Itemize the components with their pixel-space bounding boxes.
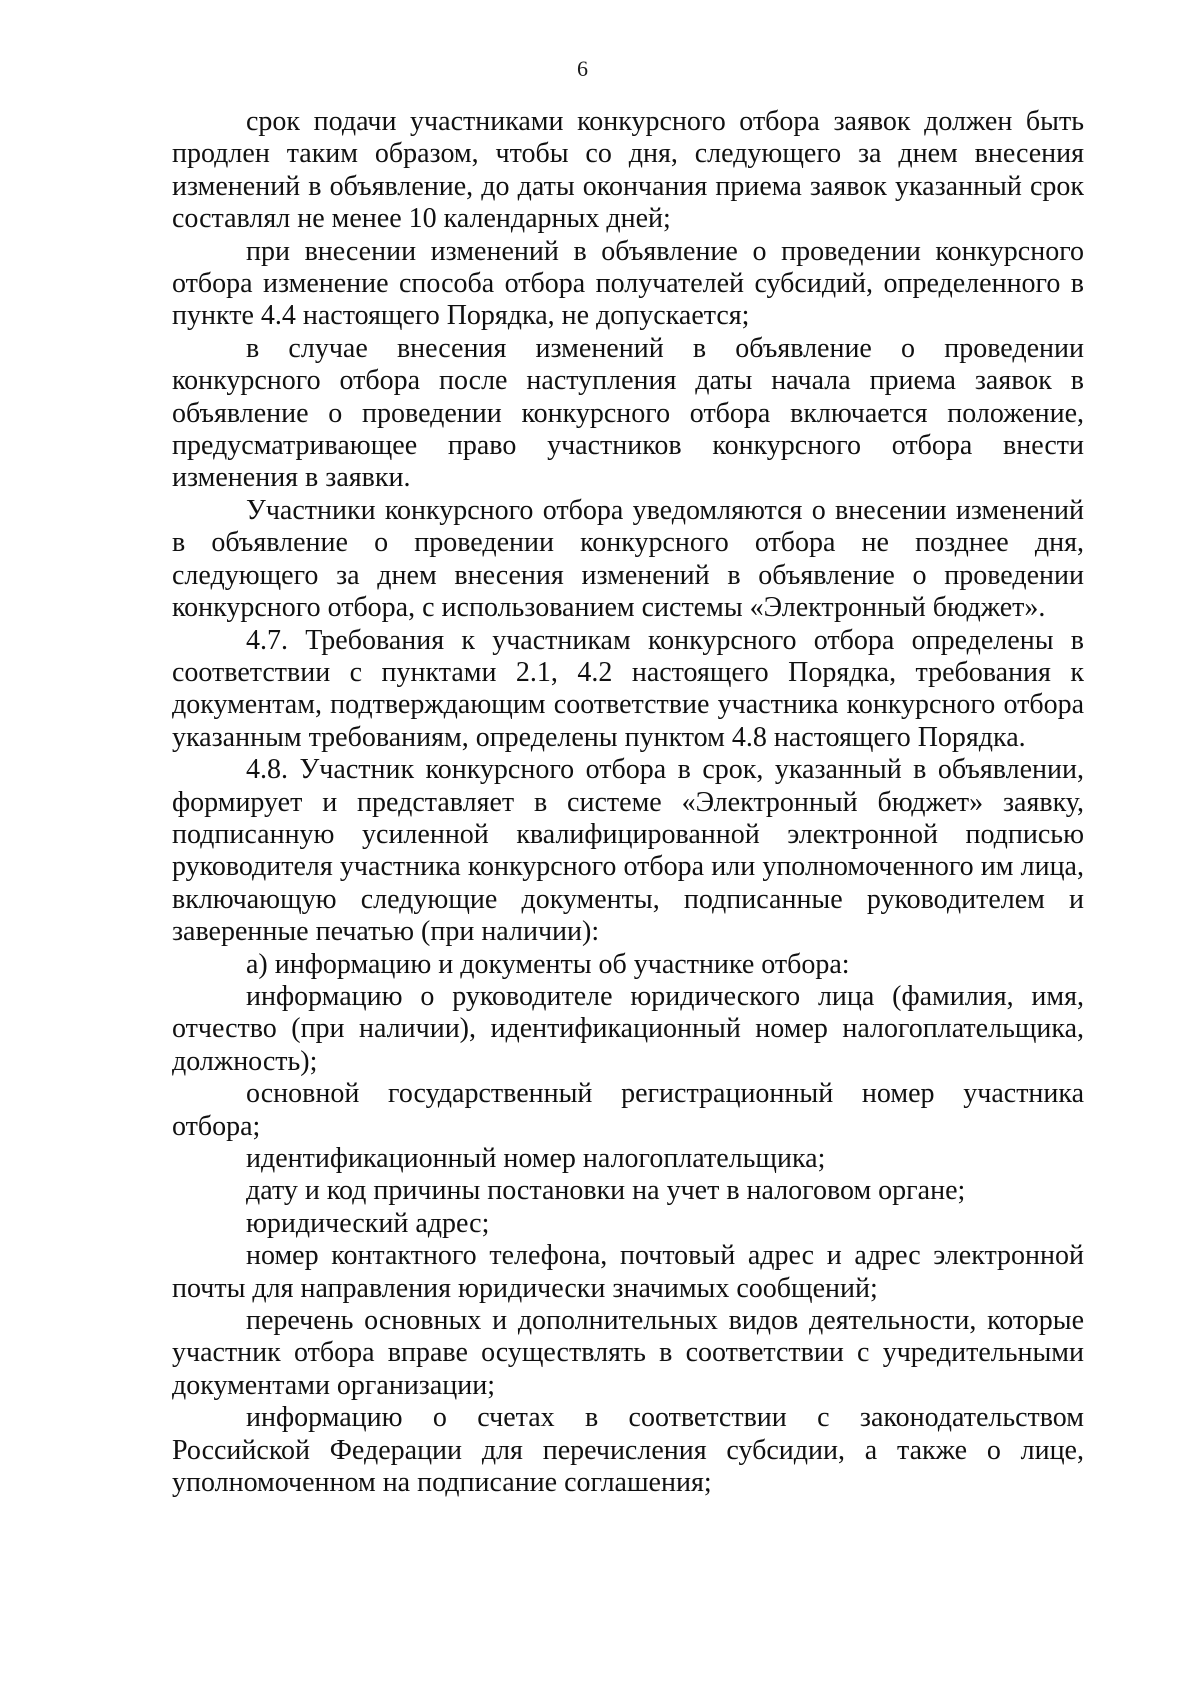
paragraph: дату и код причины постановки на учет в налоговом органе;	[246, 1175, 966, 1207]
paragraph: а) информацию и документы об участнике отбора:	[246, 948, 850, 980]
paragraph: юридический адрес;	[246, 1207, 490, 1239]
paragraph: Участники конкурсного отбора уведомляются о внесении изменений в объявление о проведении конкурсного отбора не позднее дня, следующего за днем внесения изменений в объявление о проведении конкурсного отбора, с использованием системы «Электронный бюджет».	[172, 494, 1084, 624]
paragraph: основной государственный регистрационный номер участника отбора;	[172, 1078, 1084, 1142]
paragraph: перечень основных и дополнительных видов деятельности, которые участник отбора вправе осуществлять в соответствии с учредительными документами организации;	[172, 1305, 1084, 1401]
paragraph: 4.7. Требования к участникам конкурсного отбора определены в соответствии с пунктами 2.1, 4.2 настоящего Порядка, требования к документам, подтверждающим соответствие участника конкурсного отбора указанным требованиям, определены пунктом 4.8 настоящего Порядка.	[172, 624, 1084, 753]
paragraph: при внесении изменений в объявление о проведении конкурсного отбора изменение способа отбора получателей субсидий, определенного в пункте 4.4 настоящего Порядка, не допускается;	[172, 235, 1084, 332]
document-body	[172, 106, 1084, 1499]
paragraph: информацию о руководителе юридического лица (фамилия, имя, отчество (при наличии), идентификационный номер налогоплательщика, должность);	[172, 980, 1084, 1077]
paragraph: 4.8. Участник конкурсного отбора в срок, указанный в объявлении, формирует и представляет в системе «Электронный бюджет» заявку, подписанную усиленной квалифицированной электронной подписью руководителя участника конкурсного отбора или уполномоченного им лица, включающую следующие документы, подписанные руководителем и заверенные печатью (при наличии):	[172, 754, 1084, 948]
paragraph: информацию о счетах в соответствии с законодательством Российской Федерации для перечисления субсидии, а также о лице, уполномоченном на подписание соглашения;	[172, 1402, 1084, 1499]
paragraph: срок подачи участниками конкурсного отбора заявок должен быть продлен таким образом, чтобы со дня, следующего за днем внесения изменений в объявление, до даты окончания приема заявок указанный срок составлял не менее 10 календарных дней;	[172, 106, 1084, 235]
paragraph: идентификационный номер налогоплательщика;	[246, 1143, 826, 1174]
paragraph: номер контактного телефона, почтовый адрес и адрес электронной почты для направления юридически значимых сообщений;	[172, 1240, 1084, 1304]
paragraph: в случае внесения изменений в объявление о проведении конкурсного отбора после наступления даты начала приема заявок в объявление о проведении конкурсного отбора включается положение, предусматривающее право участников конкурсного отбора внести изменения в заявки.	[172, 332, 1084, 494]
page-number: 6	[577, 56, 588, 81]
